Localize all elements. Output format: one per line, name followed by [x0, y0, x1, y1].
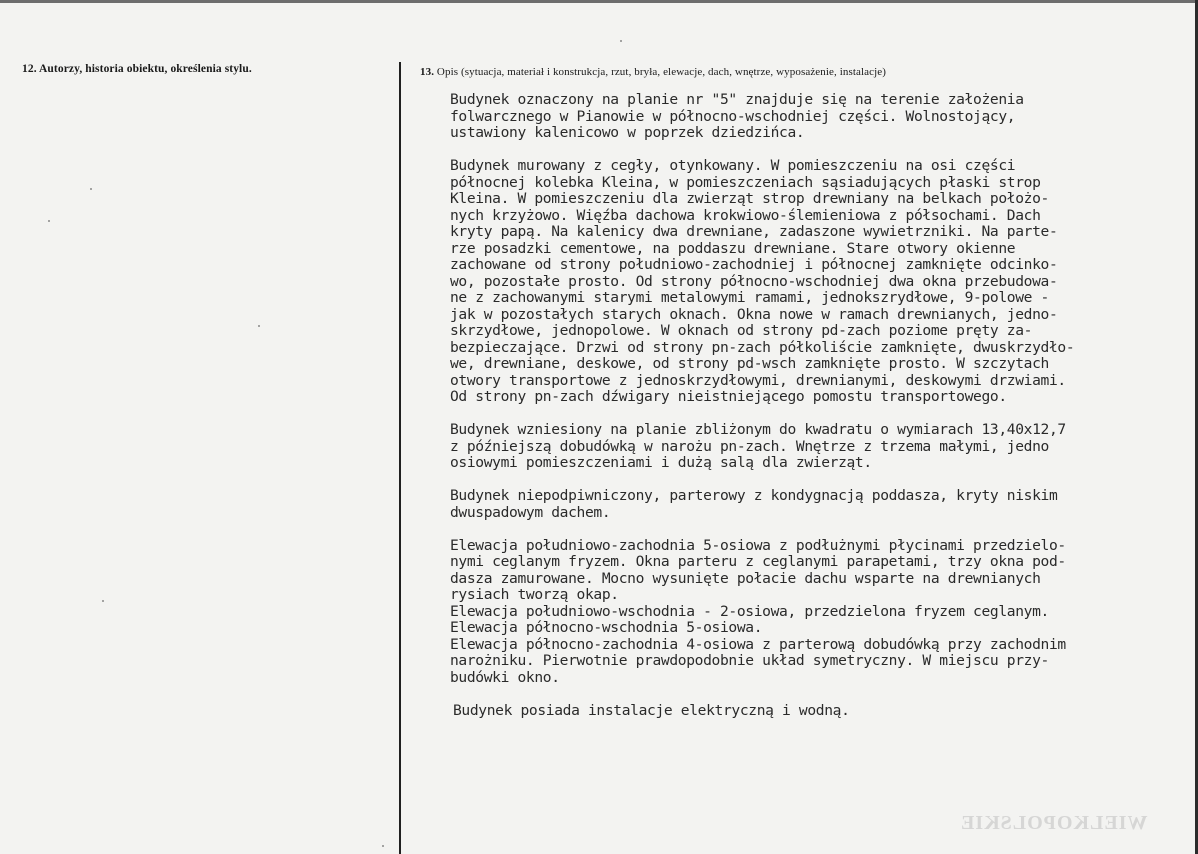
scan-speck — [382, 845, 384, 847]
section-12-heading: 12. Autorzy, historia obiektu, określenia stylu. — [22, 63, 252, 75]
scan-speck — [620, 40, 622, 42]
column-divider — [399, 62, 401, 854]
paragraph-plan: Budynek wzniesiony na planie zbliżonym do kwadratu o wymiarach 13,40x12,7 z późniejszą dobudówką w narożu pn-zach. Wnętrze z trzema małymi, jedno osiowymi pomieszczeniami i dużą salą dla zwierząt. — [450, 421, 1066, 471]
paragraph-location: Budynek oznaczony na planie nr "5" znajduje się na terenie założenia folwarcznego w Pianowie w północno-wschodniej części. Wolnostojący, ustawiony kalenicowo w poprzek dziedzińca. — [450, 91, 1024, 141]
scan-speck — [102, 600, 104, 602]
section-13-column — [420, 66, 1190, 78]
paragraph-installations: Budynek posiada instalacje elektryczną i wodną. — [453, 701, 850, 719]
scan-speck — [258, 325, 260, 327]
description-body — [450, 92, 1195, 736]
scan-speck — [90, 188, 92, 190]
stamp-watermark: WIELKOPOLSKIE — [960, 812, 1148, 834]
paragraph-massing: Budynek niepodpiwniczony, parterowy z kondygnacją poddasza, kryty niskim dwuspadowym dachem. — [450, 487, 1058, 521]
paragraph-construction: Budynek murowany z cegły, otynkowany. W pomieszczeniu na osi części północnej kolebka Kleina, w pomieszczeniach sąsiadujących płaski strop Kleina. W pomieszczeniu dla zwierząt strop drewniany na belkach położo- nych krzyżowo. Więźba dachowa krokwiowo-ślemieniowa z półsochami. Dach kryty papą. Na kalenicy dwa drewniane, zadaszone wywietrzniki. Na parte- rze posadzki cementowe, na poddaszu drewniane. Stare otwory okienne zachowane od strony południowo-zachodniej i północnej zamknięte odcinko- wo, pozostałe prosto. Od strony północno-wschodniej dwa okna przebudowa- ne z zachowanymi starymi metalowymi ramami, jednokszrydłowe, 9-polowe - jak w pozostałych starych oknach. Okna nowe w ramach drewnianych, jedno- skrzydłowe, jednopolowe. W oknach od strony pd-zach poziome pręty za- bezpieczające. Drzwi od strony pn-zach półkoliście zamknięte, dwuskrzydło- we, drewniane, deskowe, od strony pd-wsch zamknięte prosto. W szczytach otwory transportowe z jednoskrzydłowymi, drewnianymi, deskowymi drzwiami. Od strony pn-zach dźwigary nieistniejącego pomostu transportowego. — [450, 157, 1075, 405]
section-12-column — [22, 63, 392, 75]
section-13-title: Opis (sytuacja, materiał i konstrukcja, rzut, bryła, elewacje, dach, wnętrze, wyposażenie, instalacje) — [436, 66, 887, 78]
paragraph-elevations: Elewacja południowo-zachodnia 5-osiowa z podłużnymi płycinami przedzielo- nymi ceglanym fryzem. Okna parteru z ceglanymi parapetami, trzy okna pod- dasza zamurowane. Mocno wysunięte połacie dachu wsparte na drewnianych rysiach tworzą okap. Elewacja południowo-wschodnia - 2-osiowa, przedzielona fryzem ceglanym. Elewacja północno-wschodnia 5-osiowa. Elewacja północno-zachodnia 4-osiowa z parterową dobudówką przy zachodnim narożniku. Pierwotnie prawdopodobnie układ symetryczny. W miejscu przy- budówki okno. — [450, 536, 1066, 686]
scan-speck — [48, 220, 50, 222]
section-13-number: 13. — [420, 66, 435, 78]
section-13-heading — [420, 66, 1190, 78]
top-border-line — [0, 0, 1198, 3]
